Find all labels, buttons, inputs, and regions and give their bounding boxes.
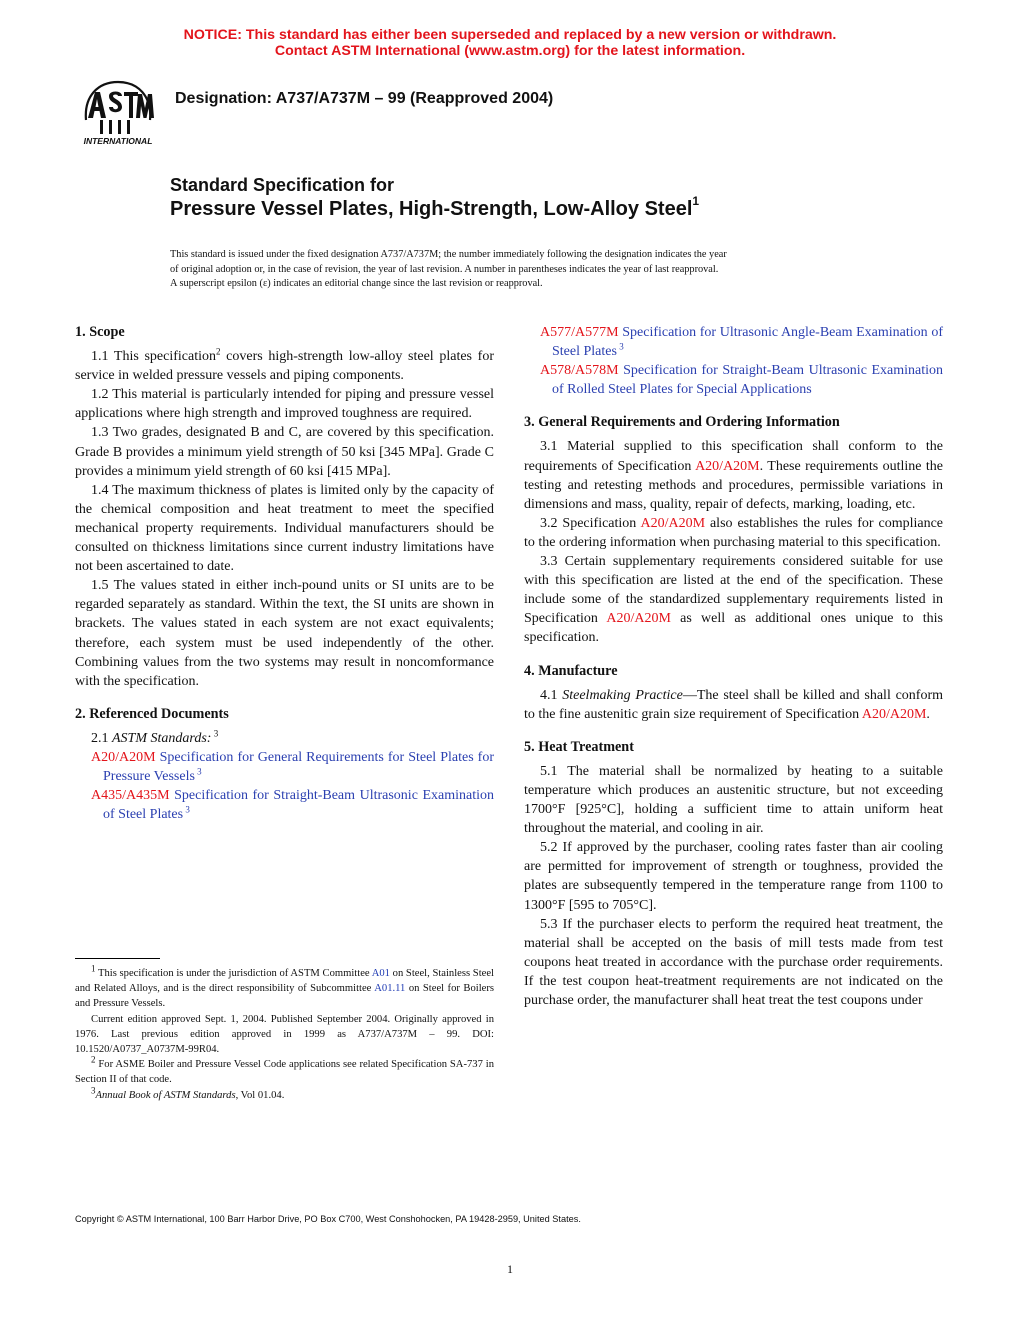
section-5-heading: 5. Heat Treatment [524,738,634,755]
ref-a577[interactable]: A577/A577M Specification for Ultrasonic Angle-Beam Examination of Steel Plates $^3$ [540,325,943,360]
para-5-1: 5.1 The material shall be normalized by heating to a suitable temperature which produces an austenitic structure, but not exceeding 1700°F [925°C], holding a sufficient time to attain uniform heat throughout the material, and cooling in air. [524,763,943,837]
ref-a578-code[interactable]: A578/A578M [540,363,619,379]
title-footnote-mark: 1 [692,194,700,209]
footnotes [75,963,494,1103]
copyright: Copyright © ASTM International, 100 Barr Harbor Drive, PO Box C700, West Conshohocken, PA 19428-2959, United States. [75,1214,581,1224]
ref-a435[interactable]: A435/A435M Specification for Straight-Beam Ultrasonic Examination of Steel Plates $^3$ [91,788,494,823]
footnote-divider [75,958,160,959]
link-a01-11[interactable]: A01.11 [374,983,406,995]
notice-line-1: NOTICE: This standard has either been superseded and replaced by a new version or withdrawn. [183,27,837,43]
section-3-heading: 3. General Requirements and Ordering Information [524,414,840,431]
ref-a578[interactable]: A578/A578M Specification for Straight-Beam Ultrasonic Examination of Rolled Steel Plates for Special Applications [540,363,943,398]
link-a20-2[interactable]: A20/A20M [640,515,706,531]
issuance-line-2: of original adoption or, in the case of revision, the year of last revision. A number in parentheses indicates the year of last reapproval. [170,263,719,275]
footnote-1: $^1$ This specification is under the jurisdiction of ASTM Committee A01 on Steel, Stainless Steel and Related Alloys, and is the direct responsibility of Subcommittee A01.11 on Steel for Boilers and Pressure Vessels. [75,963,494,1010]
logo-subtitle: INTERNATIONAL [83,136,153,146]
withdrawn-notice [0,27,1020,59]
designation: Designation: A737/A737M – 99 (Reapproved 2004) [175,90,554,107]
issuance-line-3: A superscript epsilon (ε) indicates an editorial change since the last revision or reapproval. [170,278,543,290]
link-a20-1[interactable]: A20/A20M [695,458,760,474]
astm-logo [76,76,160,148]
para-1-5: 1.5 The values stated in either inch-pound units or SI units are to be regarded separately as standard. Within the text, the SI units are shown in brackets. The values stated in each system are not exact equivalents; therefore, each system must be used independently of the other. Combining values from the two systems may result in noncomformance with the specification. [75,578,494,689]
link-a01[interactable]: A01 [371,968,390,979]
link-a20-3[interactable]: A20/A20M [606,611,671,627]
para-1-4: 1.4 The maximum thickness of plates is limited only by the capacity of the chemical composition and heat treatment to meet the specified mechanical property requirements. Individual manufacturers should be consulted on thickness limitations since current industry limitations have not been ascertained to date. [75,482,494,575]
para-5-3: 5.3 If the purchaser elects to perform the required heat treatment, the material shall be accepted on the basis of mill tests made from test coupons heat treated in accordance with the purchase order requirements. If the test coupon heat-treatment requirements are not indicated on the purchase order, the manufacturer shall heat treat the test coupons under [524,916,943,1008]
link-a20-4[interactable]: A20/A20M [861,706,927,722]
para-1-1: 1.1 This specification$^2$ covers high-strength low-alloy steel plates for service in welded pressure vessels and piping components. [75,346,494,384]
right-column [524,323,943,1010]
issuance-note [170,248,850,292]
para-3-1: 3.1 Material supplied to this specification shall conform to the requirements of Specification A20/A20M. These requirements outline the testing and retesting methods and procedures, permissible variations in dimensions and mass, quality, repair of defects, marking, loading, etc. [524,439,943,512]
para-1-2: 1.2 This material is particularly intended for piping and pressure vessel applications where high strength and improved toughness are required. [75,387,494,422]
ref-a577-code[interactable]: A577/A577M [540,325,619,340]
para-1-3: 1.3 Two grades, designated B and C, are covered by this specification. Grade B provides a minimum yield strength of 50 ksi [345 MPa]. Grade C provides a minimum yield strength of 60 ksi [415 MPa]. [75,425,494,479]
ref-a435-code[interactable]: A435/A435M [91,788,170,804]
para-5-2: 5.2 If approved by the purchaser, cooling rates faster than air cooling are permitted for improvement of strength or toughness, provided the plates are subsequently tempered in the temperature range from 1100 to 1300°F [595 to 705°C]. [524,840,943,913]
ref-a20[interactable]: A20/A20M Specification for General Requirements for Steel Plates for Pressure Vessels $^3$ [91,749,494,785]
section-1-heading: 1. Scope [75,324,125,340]
page-number: 1 [507,1262,513,1276]
title-text: Pressure Vessel Plates, High-Strength, Low-Alloy Steel [170,198,693,220]
title-line-1: Standard Specification for [170,175,395,195]
section-4-heading: 4. Manufacture [524,662,618,679]
left-column [75,323,494,824]
para-4-1: 4.1 Steelmaking Practice—The steel shall be killed and shall conform to the fine austenitic grain size requirement of Specification A20/A20M. [524,687,943,722]
footnote-2: $^2$ For ASME Boiler and Pressure Vessel Code applications see related Specification SA-737 in Section II of that code. [75,1054,494,1086]
para-3-2: 3.2 Specification A20/A20M also establishes the rules for compliance to the ordering information when purchasing material to this specification. [524,515,944,550]
ref-a20-code[interactable]: A20/A20M [91,749,156,765]
section-2-heading: 2. Referenced Documents [75,705,229,722]
para-3-3: 3.3 Certain supplementary requirements considered suitable for use with this specification are listed at the end of the specification. These include some of the standardized supplementary requirements listed in Specification A20/A20M as well as additional ones unique to this specification. [524,554,944,646]
title-line-2 [170,194,700,221]
para-2-1: 2.1 ASTM Standards: $^3$ [91,728,219,746]
notice-line-2: Contact ASTM International (www.astm.org) for the latest information. [274,43,746,59]
issuance-line-1: This standard is issued under the fixed designation A737/A737M; the number immediately following the designation indicates the year [170,249,727,260]
footnote-3: $^3$Annual Book of ASTM Standards, Vol 01.04. [91,1085,285,1101]
footnote-1-edition: Current edition approved Sept. 1, 2004. Published September 2004. Originally approved in 1976. Last previous edition approved in 1999 as A737/A737M – 99. DOI: 10.1520/A0737_A0737M-99R04. [75,1013,494,1056]
